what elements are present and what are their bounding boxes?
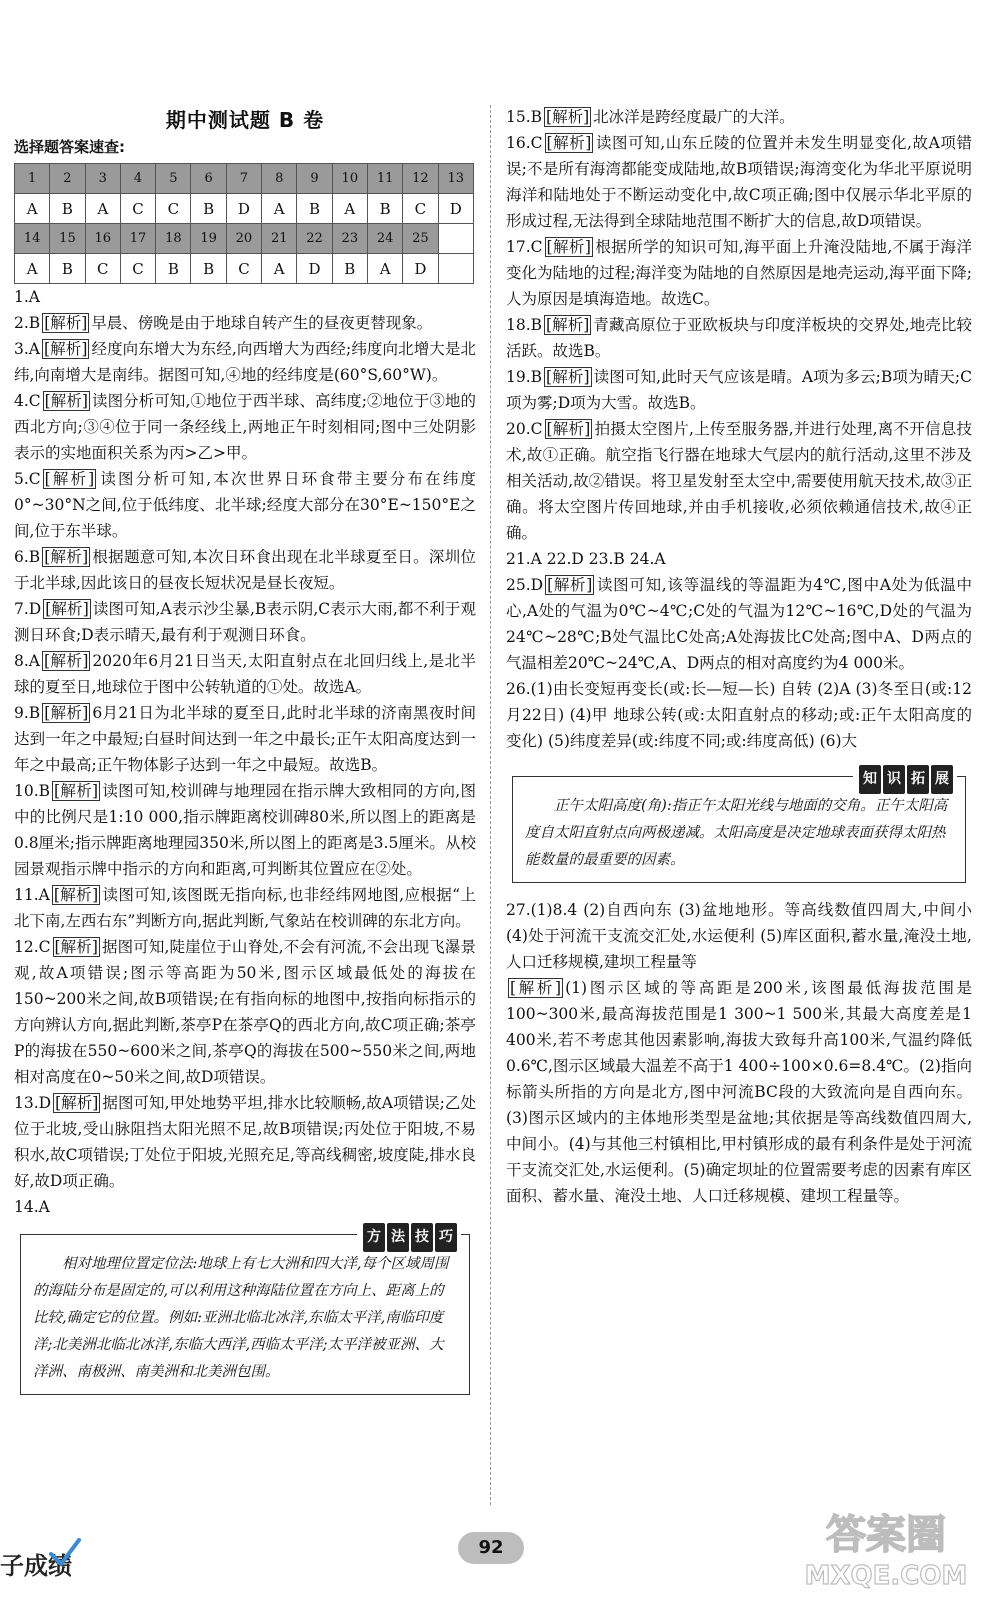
item-text: 读图分析可知,①地位于西半球、高纬度;②地位于③地的西北方向;③④位于同一条经线上,两地正午时刻相同;图中三处阴影表示的实地面积关系为丙>乙>甲。 — [14, 392, 476, 462]
answer-item — [14, 882, 476, 934]
knowledge-text: 正午太阳高度(角):指正午太阳光线与地面的交角。正午太阳高度自太阳直射点向两极递减。太阳高度是决定地球表面获得太阳热能数量的最重要的因素。 — [525, 798, 948, 868]
answer-cell: 22 — [297, 224, 332, 254]
analysis-tag: [解析] — [546, 368, 590, 386]
method-tip-text: 相对地理位置定位法:地球上有七大洲和四大洋,每个区域周围的海陆分布是固定的,可以利用这种海陆位置在方向上、距离上的比较,确定它的位置。例如:亚洲北临北冰洋,东临太平洋,南临印度洋;北美洲北临北冰洋,东临大西洋,西临太平洋;太平洋被亚洲、大洋洲、南极洲、南美洲和北美洲包围。 — [33, 1256, 449, 1380]
analysis-tag: [解析] — [510, 979, 562, 997]
box-label-char: 法 — [387, 1223, 409, 1252]
answer-cell — [438, 224, 473, 254]
watermark-bottom-text: MXQE.COM — [804, 1561, 968, 1591]
answer-cell: B — [367, 194, 402, 224]
answer-cell: A — [332, 194, 367, 224]
answer-cell: C — [120, 254, 155, 284]
analysis-tag: [解析] — [546, 134, 592, 152]
item-number: 17.C — [506, 238, 543, 256]
item-number: 12.C — [14, 938, 51, 956]
analysis-tag: [解析] — [44, 314, 88, 332]
answer-item — [14, 934, 476, 1090]
analysis-tag: [解析] — [44, 548, 89, 566]
page-number: 92 — [458, 1532, 524, 1564]
answer-item — [506, 104, 972, 130]
answer-cell: 24 — [367, 224, 402, 254]
answer-item — [506, 416, 972, 546]
analysis-tag: [解析] — [43, 652, 89, 670]
answer-cell: B — [297, 194, 332, 224]
analysis-tag: [解析] — [55, 1094, 99, 1112]
item-text: 早晨、傍晚是由于地球自转产生的昼夜更替现象。 — [91, 314, 433, 332]
answer-cell — [438, 254, 473, 284]
item-number: 9.B — [14, 704, 41, 722]
item-text: 读图可知,该图既无指向标,也非经纬网地图,应根据“上北下南,左西右东”判断方向,据此判断,气象站在校训碑的东北方向。 — [14, 886, 476, 930]
answer-item — [506, 546, 972, 572]
item-number: 6.B — [14, 548, 41, 566]
answer-item — [506, 364, 972, 416]
item-number: 18.B — [506, 316, 543, 334]
answer-item — [506, 312, 972, 364]
knowledge-box — [512, 771, 966, 883]
analysis-tag: [解析] — [546, 316, 590, 334]
answer-item — [14, 1090, 476, 1194]
item-text: 经度向东增大为东经,向西增大为西经;纬度向北增大是北纬,向南增大是南纬。据图可知,④地的经纬度是(60°S,60°W)。 — [14, 340, 476, 384]
answer-item — [506, 572, 972, 676]
box-label-char: 知 — [859, 765, 881, 794]
answer-cell: B — [191, 254, 226, 284]
answer-cell: 8 — [262, 164, 297, 194]
answer-cell: 18 — [156, 224, 191, 254]
answer-cell: 19 — [191, 224, 226, 254]
answer-cell: 20 — [226, 224, 261, 254]
watermark-top-text: 答案圈 — [826, 1512, 946, 1558]
answer-cell: 10 — [332, 164, 367, 194]
answer-item — [14, 648, 476, 700]
item-number: 3.A — [14, 340, 40, 358]
answer-cell: D — [297, 254, 332, 284]
item-text: 读图可知,校训碑与地理园在指示牌大致相同的方向,图中的比例尺是1:10 000,指示牌距离校训碑80米,所以图上的距离是0.8厘米;指示牌距离地理园350米,所以图上的距离是3.5厘米。从校园景观指示牌中指示的方向和距离,可判断其位置应在②处。 — [14, 782, 476, 878]
brand-text: 子成绩 — [0, 1552, 72, 1580]
answer-cell: A — [85, 194, 120, 224]
item-text: 2020年6月21日当天,太阳直射点在北回归线上,是北半球的夏至日,地球位于图中公转轨道的①处。故选A。 — [14, 652, 476, 696]
answer-cell: 21 — [262, 224, 297, 254]
answer-item — [506, 234, 972, 312]
answer-cell: 2 — [50, 164, 85, 194]
item-text: 根据所学的知识可知,海平面上升淹没陆地,不属于海洋变化为陆地的过程;海洋变为陆地的自然原因是地壳运动,海平面下降;人为原因是填海造地。故选C。 — [506, 238, 972, 308]
answer-cell: A — [15, 194, 50, 224]
analysis-tag: [解析] — [54, 782, 99, 800]
right-answer-list — [506, 104, 972, 1209]
answer-cell: 14 — [15, 224, 50, 254]
box-label-char: 巧 — [435, 1223, 457, 1252]
item-number: 5.C — [14, 470, 41, 488]
analysis-tag: [解析] — [44, 704, 89, 722]
item-number: 25.D — [506, 576, 544, 594]
item-number: 2.B — [14, 314, 41, 332]
answer-table — [14, 163, 474, 284]
analysis-tag: [解析] — [54, 938, 98, 956]
analysis-tag: [解析] — [44, 470, 95, 488]
item-text: 读图可知,该等温线的等温距为4℃,图中A处为低温中心,A处的气温为0℃~4℃;C处的气温为12℃~16℃,D处的气温为24℃~28℃;B处气温比C处高;A处海拔比C处高;图中A、D两点的气温相差20℃~24℃,A、D两点的相对高度约为4 000米。 — [506, 576, 972, 672]
box-label-char: 方 — [363, 1223, 385, 1252]
item27-analysis: (1)图示区域的等高距是200米,该图最低海拔范围是100~300米,最高海拔范围是1 300~1 500米,其最大高度差是1 400米,若不考虑其他因素影响,海拔大致每升高100米,气温约降低0.6℃,图示区域最大温差不高于1 400÷100×0.6=8.4℃。(2)指向标箭头所指的方向是北方,图中河流BC段的大致流向是自西向东。(3)图示区域内的主体地形类型是盆地;其依据是等高线数值四周大,中间小。(4)与其他三村镇相比,甲村镇形成的最有利条件是处于河流干支流交汇处,水运便利。(5)确定坝址的位置需要考虑的因素有库区面积、蓄水量、淹没土地、人口迁移规模、建坝工程量等。 — [506, 979, 972, 1205]
answer-number-row — [15, 224, 474, 254]
analysis-tag: [解析] — [546, 238, 591, 256]
answer-cell: 1 — [15, 164, 50, 194]
answer-letter-row — [15, 254, 474, 284]
answer-item — [14, 284, 476, 310]
method-tip-label — [357, 1223, 461, 1252]
item-number: 26. — [506, 680, 531, 698]
item-text: 拍摄太空图片,上传至服务器,并进行处理,离不开信息技术,故①正确。航空指飞行器在地球大气层内的航行活动,这里不涉及相关活动,故②错误。将卫星发射至太空中,需要使用航天技术,故③正确。将太空图片传回地球,并由手机接收,必须依赖通信技术,故④正确。 — [506, 420, 972, 542]
answer-cell: 4 — [120, 164, 155, 194]
item-number: 20.C — [506, 420, 543, 438]
answer-cell: A — [262, 254, 297, 284]
answer-item — [14, 778, 476, 882]
item-number: 16.C — [506, 134, 543, 152]
item-number: 8.A — [14, 652, 40, 670]
item27-answer: 27.(1)8.4 (2)自西向东 (3)盆地地形。等高线数值四周大,中间小 (4)处于河流干支流交汇处,水运便利 (5)库区面积,蓄水量,淹没土地,人口迁移规模,建坝工程量等 — [506, 901, 972, 971]
answer-cell: C — [85, 254, 120, 284]
answer-letter-row — [15, 194, 474, 224]
knowledge-label — [853, 765, 957, 794]
item-text: 据图可知,陡崖位于山脊处,不会有河流,不会出现飞瀑景观,故A项错误;图示等高距为50米,图示区域最低处的海拔在150~200米之间,故B项错误;在有指向标的地图中,按指向标指示的方向辨认方向,据此判断,茶亭P在茶亭Q的西北方向,故C项正确;茶亭P的海拔在550~600米之间,茶亭Q的海拔在500~550米之间,两地相对高度在0~50米之间,故D项错误。 — [14, 938, 476, 1086]
item-number: 1.A — [14, 288, 40, 306]
answer-cell: 11 — [367, 164, 402, 194]
analysis-tag: [解析] — [53, 886, 99, 904]
item-number: 10.B — [14, 782, 51, 800]
answer-item — [14, 544, 476, 596]
item-text: 据图可知,甲处地势平坦,排水比较顺畅,故A项错误;乙处位于北坡,受山脉阻挡太阳光照不足,故B项错误;丙处位于阳坡,不易积水,故C项错误;丁处位于阳坡,光照充足,等高线稠密,坡度陡,排水良好,故D项正确。 — [14, 1094, 476, 1190]
item-number: 14.A — [14, 1198, 50, 1216]
answer-cell: C — [120, 194, 155, 224]
page-title: 期中测试题 B 卷 — [165, 108, 325, 132]
answer-cell: B — [50, 194, 85, 224]
item-text: 读图可知,此时天气应该是晴。A项为多云;B项为晴天;C项为雾;D项为大雪。故选B。 — [506, 368, 972, 412]
answer-cell: 13 — [438, 164, 473, 194]
answer-cell: C — [156, 194, 191, 224]
answer-item — [14, 596, 476, 648]
answer-cell: 17 — [120, 224, 155, 254]
answer-cell: A — [367, 254, 402, 284]
answer-cell: 16 — [85, 224, 120, 254]
answer-item — [14, 1194, 476, 1220]
watermark-logo — [786, 1500, 986, 1592]
answer-item — [14, 310, 476, 336]
analysis-tag: [解析] — [547, 576, 593, 594]
answer-cell: 3 — [85, 164, 120, 194]
item-number: 13.D — [14, 1094, 52, 1112]
item-text: (1)由长变短再变长(或:长—短—长) 自转 (2)A (3)冬至日(或:12月22日) (4)甲 地球公转(或:太阳直射点的移动;或:正午太阳高度的变化) (5)纬度差异(或:纬度不同;或:纬度高低) (6)大 — [506, 680, 972, 750]
item-text: 读图可知,山东丘陵的位置并未发生明显变化,故A项错误;不是所有海湾都能变成陆地,故B项错误;海湾变化为华北平原说明海洋和陆地处于不断运动变化中,故C项正确;图中仅展示华北平原的形成过程,无法得到全球陆地范围不断扩大的信息,故D项错误。 — [506, 134, 972, 230]
item-number: 4.C — [14, 392, 41, 410]
analysis-tag: [解析] — [43, 340, 88, 358]
answer-cell: 15 — [50, 224, 85, 254]
box-label-char: 识 — [883, 765, 905, 794]
answer-item-27-analysis — [506, 975, 972, 1209]
answer-cell: B — [50, 254, 85, 284]
answer-cell: 5 — [156, 164, 191, 194]
analysis-tag: [解析] — [45, 600, 89, 618]
box-label-char: 技 — [411, 1223, 433, 1252]
item-text: 北冰洋是跨经度最广的大洋。 — [593, 108, 795, 126]
answer-item — [506, 130, 972, 234]
answer-cell: A — [262, 194, 297, 224]
answer-item — [14, 466, 476, 544]
item-text: 青藏高原位于亚欧板块与印度洋板块的交界处,地壳比较活跃。故选B。 — [506, 316, 972, 360]
item-number: 7.D — [14, 600, 42, 618]
answer-cell: D — [403, 254, 438, 284]
answer-cell: 6 — [191, 164, 226, 194]
box-label-char: 展 — [931, 765, 953, 794]
answer-cell: B — [156, 254, 191, 284]
answer-cell: D — [226, 194, 261, 224]
answer-cell: 12 — [403, 164, 438, 194]
item-number: 21.A 22.D 23.B 24.A — [506, 550, 666, 568]
analysis-tag: [解析] — [546, 420, 591, 438]
answer-item — [14, 700, 476, 778]
item-text: 6月21日为北半球的夏至日,此时北半球的济南黑夜时间达到一年之中最短;白昼时间达到一年之中最长;正午太阳高度达到一年之中最高;正午物体影子达到一年之中最短。故选B。 — [14, 704, 476, 774]
answer-cell: A — [15, 254, 50, 284]
answer-item-27 — [506, 897, 972, 975]
answer-cell: 7 — [226, 164, 261, 194]
left-answer-list — [14, 284, 476, 1405]
answer-heading: 选择题答案速查: — [14, 138, 125, 156]
answer-cell: 25 — [403, 224, 438, 254]
box-label-char: 拓 — [907, 765, 929, 794]
method-tip-box — [20, 1229, 470, 1395]
analysis-tag: [解析] — [546, 108, 590, 126]
answer-cell: B — [332, 254, 367, 284]
answer-number-row — [15, 164, 474, 194]
item-number: 15.B — [506, 108, 543, 126]
analysis-tag: [解析] — [44, 392, 88, 410]
answer-cell: B — [191, 194, 226, 224]
item-number: 19.B — [506, 368, 543, 386]
item-text: 读图分析可知,本次世界日环食带主要分布在纬度0°~30°N之间,位于低纬度、北半球;经度大部分在30°E~150°E之间,位于东半球。 — [14, 470, 476, 540]
answer-cell: 9 — [297, 164, 332, 194]
item-text: 读图可知,A表示沙尘暴,B表示阴,C表示大雨,都不利于观测日环食;D表示晴天,最有利于观测日环食。 — [14, 600, 476, 644]
checkmark-icon — [48, 1536, 82, 1570]
item-text: 根据题意可知,本次日环食出现在北半球夏至日。深圳位于北半球,因此该日的昼夜长短状况是昼长夜短。 — [14, 548, 476, 592]
answer-cell: C — [403, 194, 438, 224]
answer-item — [506, 676, 972, 754]
answer-item — [14, 336, 476, 388]
answer-item — [14, 388, 476, 466]
column-divider — [490, 105, 491, 1505]
answer-cell: D — [438, 194, 473, 224]
item-number: 11.A — [14, 886, 50, 904]
answer-cell: C — [226, 254, 261, 284]
answer-cell: 23 — [332, 224, 367, 254]
